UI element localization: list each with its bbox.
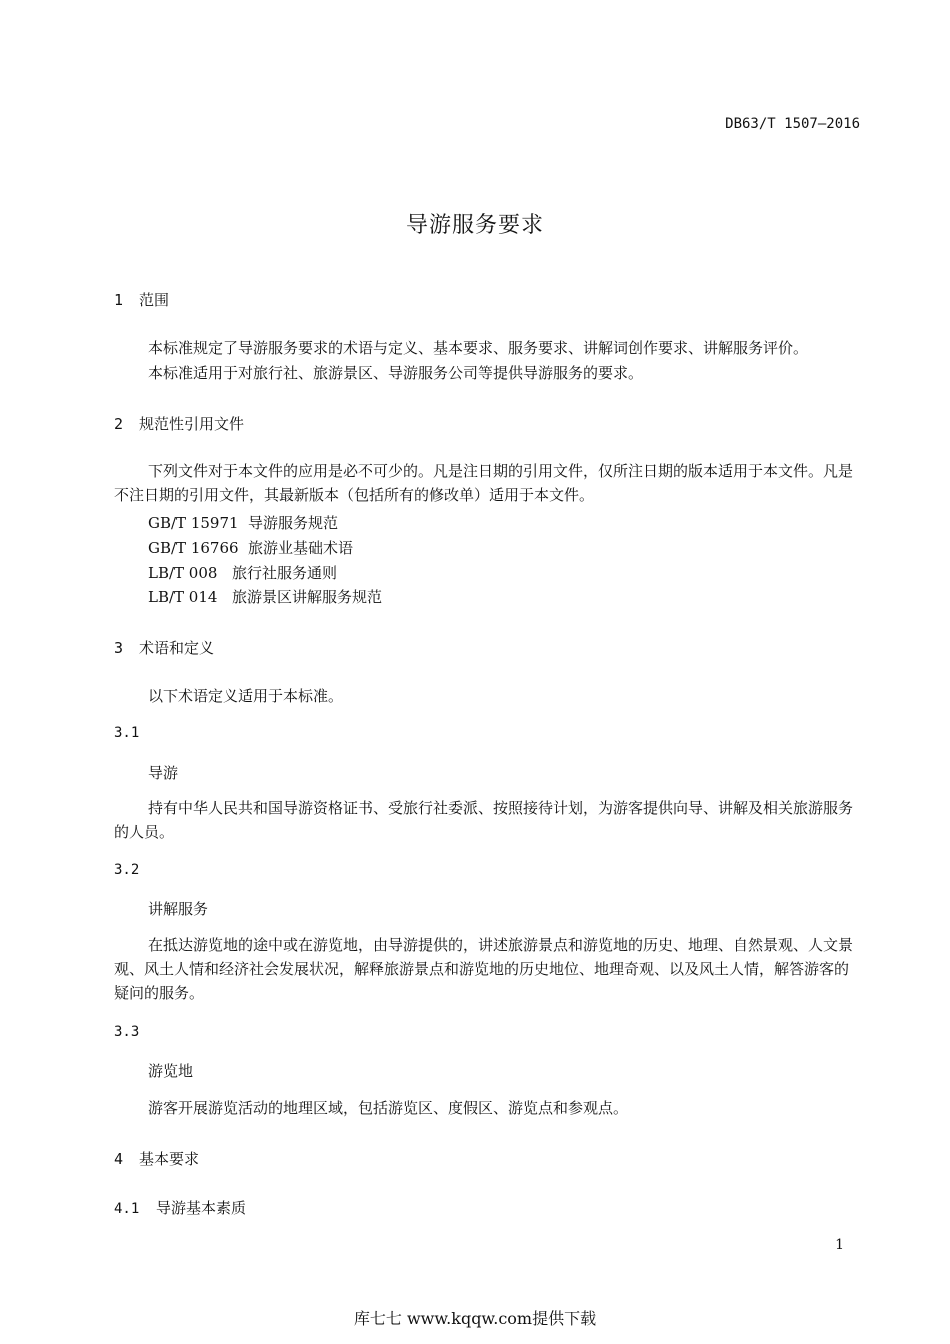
subsection-heading-4-1 [114,1197,246,1218]
reference-item [148,586,382,607]
reference-code: LB/T 014 [148,588,218,606]
reference-name: 旅游景区讲解服务规范 [232,588,383,606]
term-definition: 游客开展游览活动的地理区域，包括游览区、度假区、游览点和参观点。 [148,1099,629,1117]
reference-item [148,512,338,533]
paragraph: 以下术语定义适用于本标准。 [148,687,344,705]
reference-code: GB/T 15971 [148,514,239,532]
document-title: 导游服务要求 [405,213,544,238]
section-title: 基本要求 [139,1150,200,1168]
section-number: 3 [114,639,124,657]
section-heading-1 [114,289,169,310]
term-definition: 在抵达游览地的途中或在游览地，由导游提供的，讲述旅游景点和游览地的历史、地理、自然景观、人文景观、风土人情和经济社会发展状况，解释旅游景点和游览地的历史地位、地理奇观、以及风土人情，解答游客的疑问的服务。 [114,936,854,1002]
term-name: 游览地 [148,1062,194,1080]
reference-name: 旅游业基础术语 [248,539,354,557]
paragraph: 本标准适用于对旅行社、旅游景区、导游服务公司等提供导游服务的要求。 [148,364,644,382]
section-heading-4 [114,1148,199,1169]
section-number: 1 [114,291,124,309]
section-title: 范围 [139,291,170,309]
term-number: 3.3 [114,1024,140,1040]
term-name: 导游 [148,764,179,782]
reference-name: 旅行社服务通则 [232,564,338,582]
subsection-number: 4.1 [114,1201,140,1217]
term-number: 3.2 [114,862,140,878]
section-title: 规范性引用文件 [139,415,245,433]
paragraph: 本标准规定了导游服务要求的术语与定义、基本要求、服务要求、讲解词创作要求、讲解服务评价。 [148,339,809,357]
reference-code: LB/T 008 [148,564,218,582]
term-definition: 持有中华人民共和国导游资格证书、受旅行社委派、按照接待计划，为游客提供向导、讲解及相关旅游服务的人员。 [114,799,854,841]
download-footer: 库七七 www.kqqw.com提供下载 [353,1309,597,1328]
section-heading-2 [114,413,244,434]
reference-item [148,562,337,583]
term-number: 3.1 [114,725,140,741]
term-name: 讲解服务 [148,900,209,918]
section-number: 4 [114,1150,124,1168]
page-number: 1 [835,1237,844,1253]
paragraph: 下列文件对于本文件的应用是必不可少的。凡是注日期的引用文件，仅所注日期的版本适用于本文件。凡是不注日期的引用文件，其最新版本（包括所有的修改单）适用于本文件。 [114,462,854,504]
section-number: 2 [114,415,124,433]
reference-item [148,537,353,558]
reference-name: 导游服务规范 [248,514,339,532]
subsection-title: 导游基本素质 [156,1199,247,1217]
section-heading-3 [114,637,214,658]
section-title: 术语和定义 [139,639,215,657]
standard-code: DB63/T 1507—2016 [725,116,860,132]
reference-code: GB/T 16766 [148,539,239,557]
